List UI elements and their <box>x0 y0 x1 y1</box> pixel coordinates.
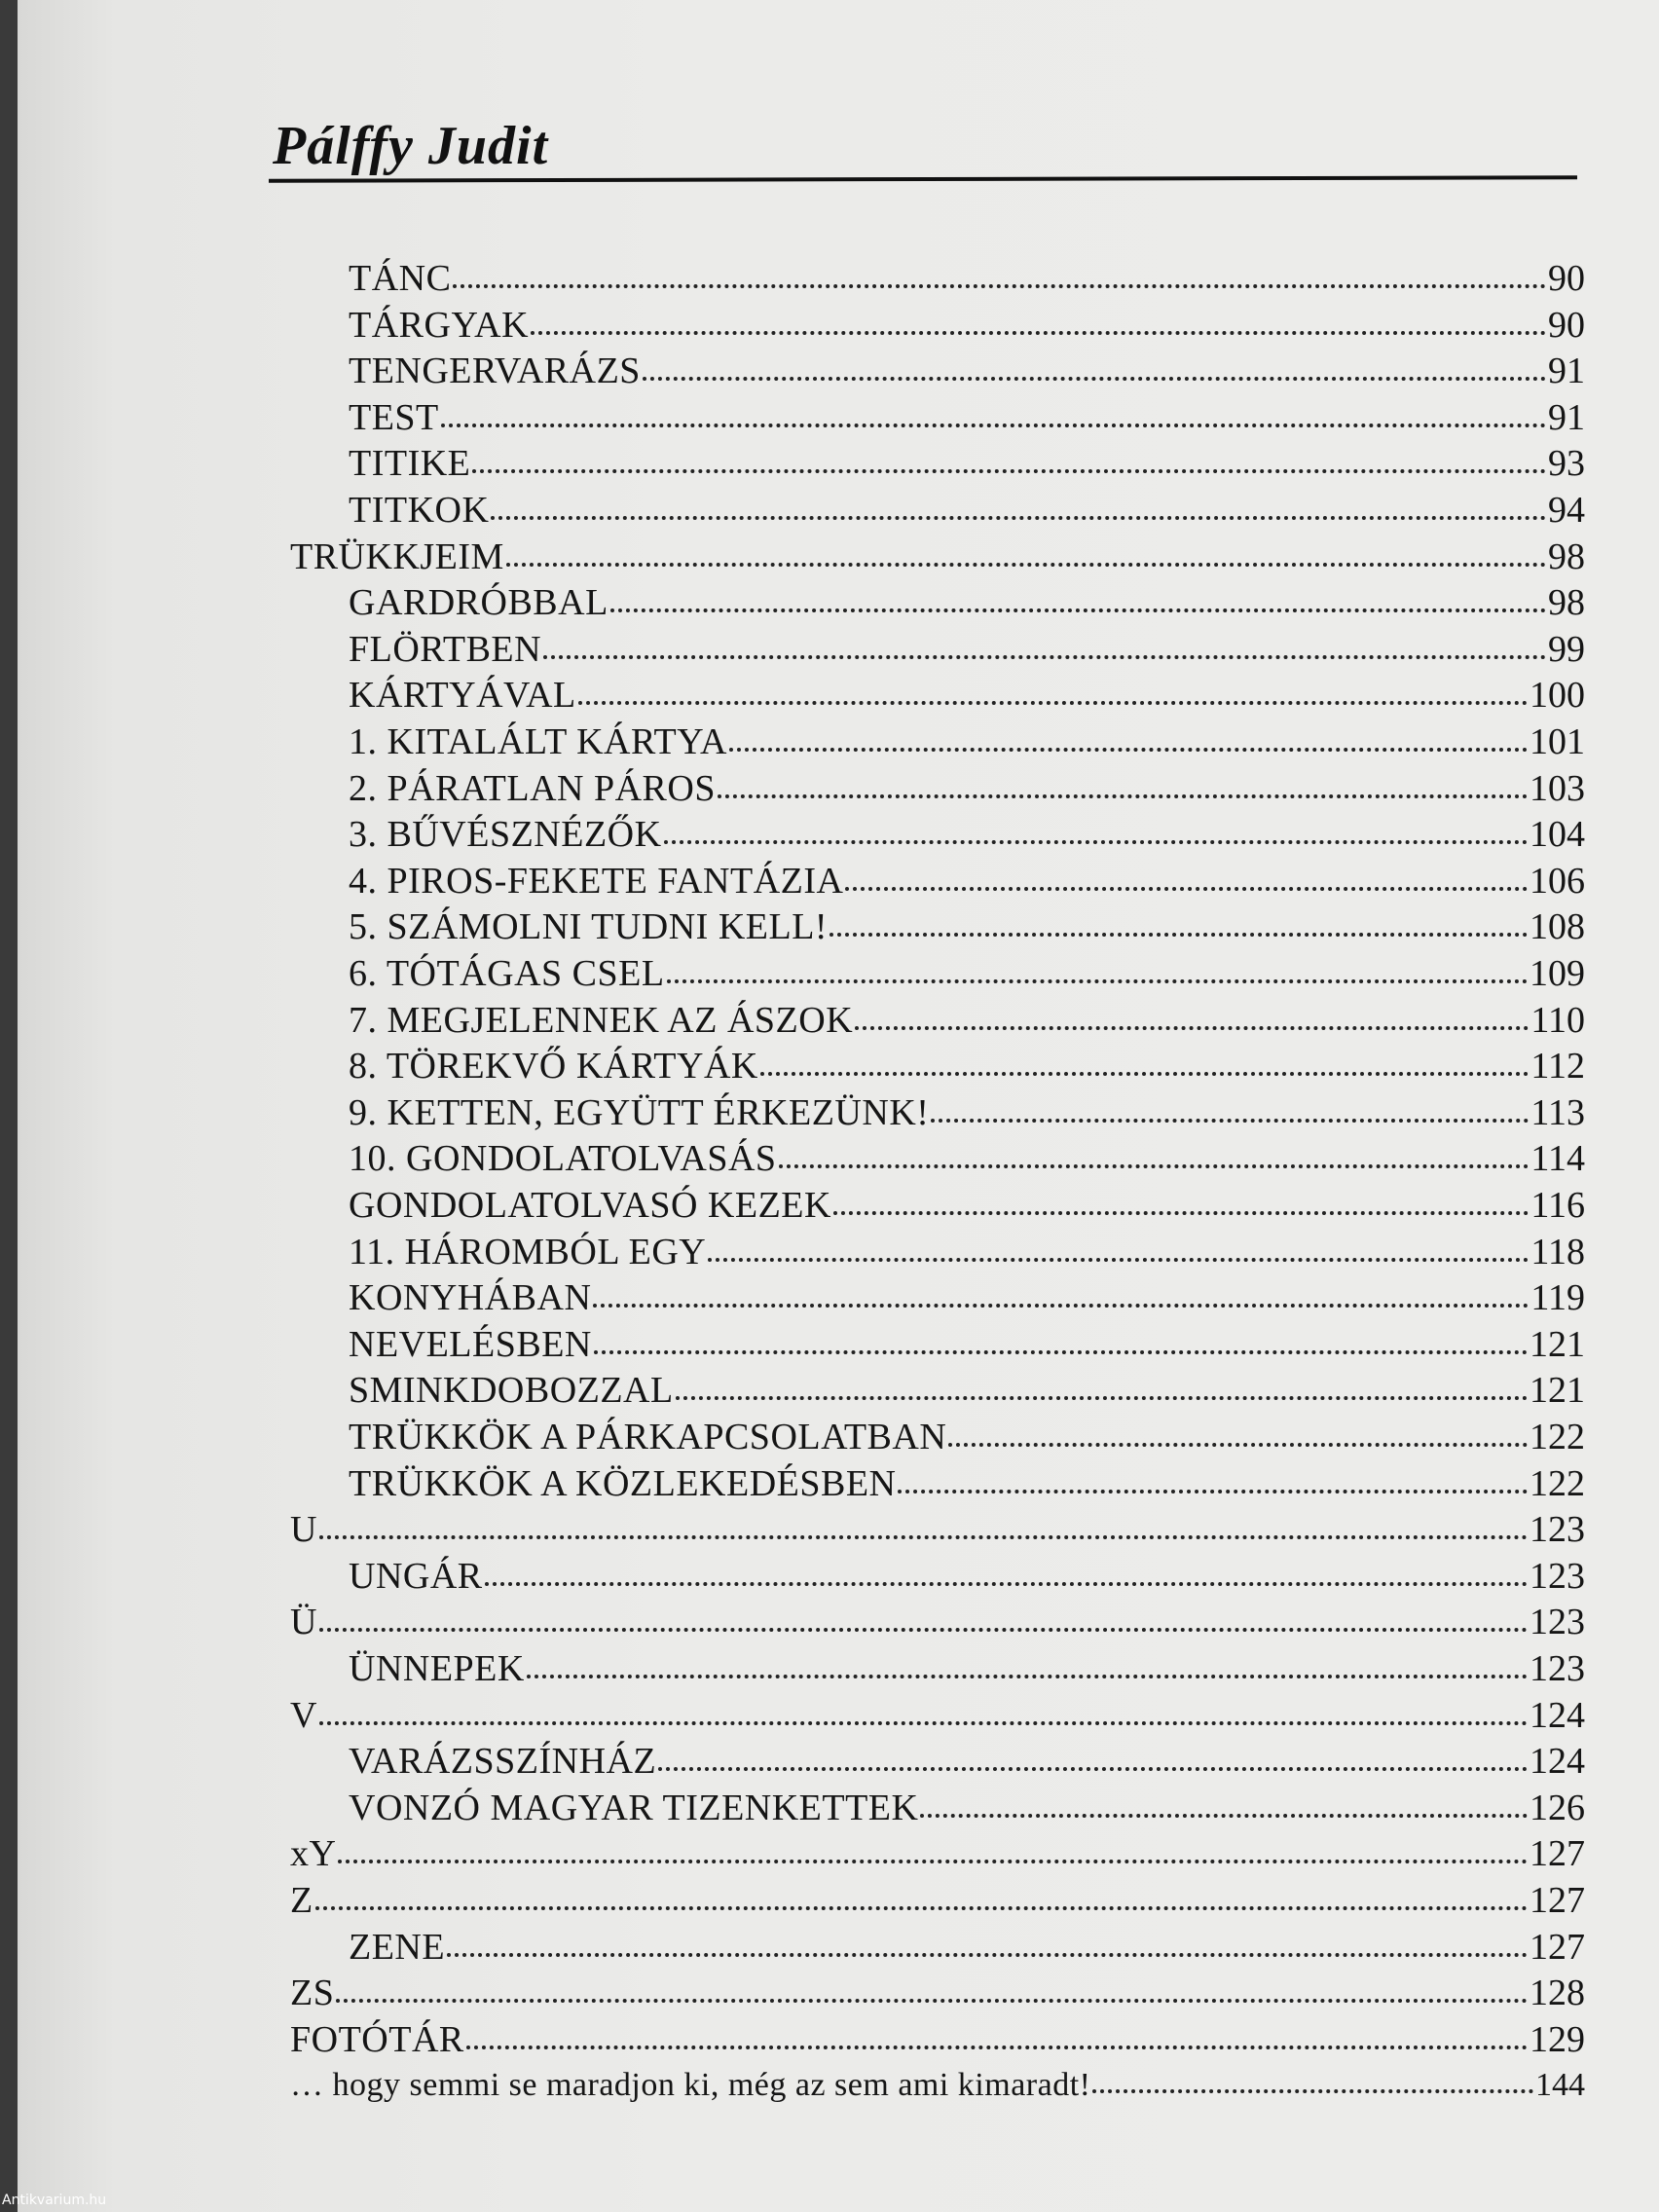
dot-leader <box>658 1767 1528 1771</box>
toc-entry <box>349 1367 1585 1414</box>
toc-entry <box>349 1738 1585 1785</box>
dot-leader <box>664 840 1528 844</box>
toc-entry-page: 94 <box>1548 490 1585 531</box>
toc-entry-page: 91 <box>1548 350 1585 392</box>
toc-entry-title: xY <box>290 1833 337 1875</box>
toc-entry-page: 113 <box>1530 1091 1585 1133</box>
toc-entry-page: 106 <box>1530 860 1585 902</box>
dot-leader <box>491 516 1546 520</box>
dot-leader <box>447 1953 1528 1957</box>
toc-entry-title: VARÁZSSZÍNHÁZ <box>349 1741 657 1783</box>
toc-entry <box>349 1785 1585 1831</box>
dot-leader <box>338 1860 1528 1863</box>
toc-entry-title: VONZÓ MAGYAR TIZENKETTEK <box>349 1787 919 1828</box>
toc-entry <box>349 1924 1585 1971</box>
toc-entry <box>349 1089 1585 1136</box>
toc-entry-page: 110 <box>1530 999 1585 1041</box>
toc-entry <box>290 1877 1585 1924</box>
toc-entry-title: TITIKE <box>349 443 471 485</box>
toc-entry-title: KONYHÁBAN <box>349 1277 592 1319</box>
toc-entry <box>290 1692 1585 1739</box>
dot-leader <box>830 933 1528 937</box>
dot-leader <box>527 1675 1528 1678</box>
toc-entry <box>349 1645 1585 1692</box>
toc-entry-page: 101 <box>1530 721 1585 762</box>
dot-leader <box>466 2046 1528 2049</box>
dot-leader <box>319 1628 1528 1632</box>
toc-entry-page: 108 <box>1530 906 1585 948</box>
toc-entry-page: 128 <box>1530 1972 1585 2014</box>
toc-entry-title: TÁRGYAK <box>349 304 530 346</box>
dot-leader <box>898 1490 1528 1493</box>
toc-entry-title: 2. PÁRATLAN PÁROS <box>349 767 716 809</box>
toc-entry-title: 8. TÖREKVŐ KÁRTYÁK <box>349 1046 758 1088</box>
toc-entry <box>349 903 1585 950</box>
dot-leader <box>315 1906 1528 1910</box>
dot-leader <box>931 1119 1529 1123</box>
toc-entry-title: 3. BŰVÉSZNÉZŐK <box>349 814 662 856</box>
toc-entry <box>349 1182 1585 1229</box>
toc-entry <box>349 1553 1585 1600</box>
toc-entry-page: 144 <box>1535 2067 1585 2104</box>
toc-entry-title: NEVELÉSBEN <box>349 1323 592 1365</box>
toc-entry <box>349 997 1585 1044</box>
toc-entry-title: SMINKDOBOZZAL <box>349 1370 674 1412</box>
toc-entry-page: 124 <box>1530 1694 1585 1736</box>
dot-leader <box>319 1535 1528 1539</box>
toc-entry-page: 123 <box>1530 1555 1585 1597</box>
toc-entry-title: 4. PIROS-FEKETE FANTÁZIA <box>349 860 844 902</box>
dot-leader <box>531 331 1546 335</box>
toc-entry-title: Z <box>290 1880 313 1921</box>
toc-entry-page: 129 <box>1530 2018 1585 2060</box>
toc-entry-page: 90 <box>1548 304 1585 346</box>
toc-entry-page: 104 <box>1530 814 1585 856</box>
dot-leader <box>845 887 1528 891</box>
dot-leader <box>779 1164 1530 1168</box>
toc-entry-title: U <box>290 1509 317 1551</box>
toc-entry-page: 123 <box>1530 1648 1585 1689</box>
toc-entry-page: 127 <box>1530 1926 1585 1968</box>
toc-entry-title: 7. MEGJELENNEK AZ ÁSZOK <box>349 999 854 1041</box>
toc-entry-page: 114 <box>1530 1138 1585 1180</box>
toc-entry <box>349 440 1585 487</box>
toc-entry <box>349 302 1585 349</box>
toc-entry-title: FOTÓTÁR <box>290 2018 464 2060</box>
toc-entry-page: 127 <box>1530 1833 1585 1875</box>
author-header: Pálffy Judit <box>273 116 549 176</box>
toc-entry-title: 10. GONDOLATOLVASÁS <box>349 1138 777 1180</box>
toc-entry-title: 6. TÓTÁGAS CSEL <box>349 953 665 994</box>
dot-leader <box>855 1026 1529 1030</box>
toc-entry <box>349 487 1585 534</box>
toc-entry-title: GONDOLATOLVASÓ KEZEK <box>349 1185 831 1226</box>
toc-entry-title: TÁNC <box>349 258 452 299</box>
toc-entry <box>290 534 1585 580</box>
toc-entry <box>349 348 1585 394</box>
toc-entry-title: Ü <box>290 1602 317 1643</box>
toc-entry-title: TRÜKKÖK A KÖZLEKEDÉSBEN <box>349 1462 897 1504</box>
toc-entry <box>349 811 1585 858</box>
dot-leader <box>336 1999 1528 2003</box>
toc-entry <box>349 1135 1585 1182</box>
toc-entry-page: 122 <box>1530 1417 1585 1457</box>
toc-entry-title: GARDRÓBBAL <box>349 582 608 624</box>
toc-entry <box>349 394 1585 441</box>
toc-entry-page: 118 <box>1530 1231 1585 1272</box>
toc-entry-title: TENGERVARÁZS <box>349 350 641 392</box>
dot-leader <box>676 1396 1528 1400</box>
toc-entry <box>349 950 1585 997</box>
toc-entry <box>349 1274 1585 1321</box>
toc-entry <box>290 1506 1585 1553</box>
toc-entry <box>349 1321 1585 1368</box>
toc-entry-title: ÜNNEPEK <box>349 1648 525 1689</box>
dot-leader <box>594 1350 1528 1354</box>
toc-entry <box>290 2062 1585 2109</box>
toc-entry-title: TRÜKKÖK A PÁRKAPCSOLATBAN <box>349 1417 947 1457</box>
toc-entry-page: 121 <box>1530 1370 1585 1412</box>
toc-entry-page: 123 <box>1530 1602 1585 1643</box>
dot-leader <box>643 377 1546 381</box>
toc-entry-page: 126 <box>1530 1787 1585 1828</box>
toc-entry-page: 90 <box>1548 258 1585 299</box>
dot-leader <box>1092 2089 1533 2093</box>
toc-entry <box>349 1043 1585 1089</box>
toc-entry-page: 119 <box>1530 1277 1585 1319</box>
dot-leader <box>718 794 1528 798</box>
dot-leader <box>708 1258 1529 1262</box>
toc-entry <box>290 2016 1585 2063</box>
watermark: Antikvarium.hu <box>2 2193 107 2208</box>
toc-entry-page: 91 <box>1548 396 1585 438</box>
toc-entry-page: 112 <box>1530 1046 1585 1088</box>
dot-leader <box>441 424 1546 427</box>
toc-entry-page: 103 <box>1530 767 1585 809</box>
toc-entry <box>349 1460 1585 1507</box>
toc-entry-title: KÁRTYÁVAL <box>349 675 576 717</box>
toc-entry-title: 9. KETTEN, EGYÜTT ÉRKEZÜNK! <box>349 1091 930 1133</box>
dot-leader <box>543 655 1546 659</box>
toc-entry-page: 99 <box>1548 628 1585 670</box>
dot-leader <box>948 1443 1528 1447</box>
toc-entry <box>349 1229 1585 1275</box>
toc-entry <box>349 765 1585 812</box>
toc-entry-page: 122 <box>1530 1462 1585 1504</box>
toc-entry <box>349 626 1585 673</box>
toc-entry <box>290 1830 1585 1877</box>
toc-entry <box>349 719 1585 765</box>
book-page <box>18 0 1659 2212</box>
toc-entry-title: 11. HÁROMBÓL EGY <box>349 1231 707 1272</box>
toc-entry-title: UNGÁR <box>349 1555 483 1597</box>
toc-entry-page: 121 <box>1530 1323 1585 1365</box>
toc-entry-title: 1. KITALÁLT KÁRTYA <box>349 721 727 762</box>
dot-leader <box>833 1211 1529 1215</box>
toc-entry-page: 93 <box>1548 443 1585 485</box>
toc-entry-page: 98 <box>1548 582 1585 624</box>
dot-leader <box>485 1582 1528 1586</box>
toc-entry-title: TEST <box>349 396 439 438</box>
dot-leader <box>453 284 1546 288</box>
dot-leader <box>472 469 1546 473</box>
dot-leader <box>319 1721 1528 1725</box>
toc-entry-title: ZENE <box>349 1926 446 1968</box>
toc-entry-title: TITKOK <box>349 490 490 531</box>
toc-entry-title: ZS <box>290 1972 335 2014</box>
toc-entry-title: TRÜKKJEIM <box>290 535 504 577</box>
dot-leader <box>593 1304 1529 1308</box>
toc-entry-page: 127 <box>1530 1880 1585 1921</box>
toc-entry-title: FLÖRTBEN <box>349 628 542 670</box>
toc-entry <box>349 255 1585 302</box>
dot-leader <box>667 979 1528 983</box>
dot-leader <box>506 563 1546 567</box>
toc-entry <box>290 1599 1585 1645</box>
toc-entry-title: V <box>290 1694 317 1736</box>
toc-entry <box>290 1970 1585 2016</box>
dot-leader <box>760 1072 1530 1076</box>
toc-entry <box>349 672 1585 719</box>
dot-leader <box>920 1814 1528 1818</box>
dot-leader <box>610 608 1546 612</box>
toc-entry <box>349 579 1585 626</box>
toc-entry-page: 116 <box>1530 1185 1585 1226</box>
dot-leader <box>578 701 1528 705</box>
toc-entry <box>349 858 1585 904</box>
toc-entry-title: 5. SZÁMOLNI TUDNI KELL! <box>349 906 829 948</box>
toc-entry-page: 124 <box>1530 1741 1585 1783</box>
toc-entry-page: 109 <box>1530 953 1585 994</box>
dot-leader <box>729 748 1528 752</box>
toc-entry-page: 100 <box>1530 675 1585 717</box>
toc-entry-page: 123 <box>1530 1509 1585 1551</box>
toc-entry-page: 98 <box>1548 535 1585 577</box>
toc-entry-title: … hogy semmi se maradjon ki, még az sem ami kimaradt! <box>290 2067 1091 2104</box>
toc-entry <box>349 1414 1585 1460</box>
